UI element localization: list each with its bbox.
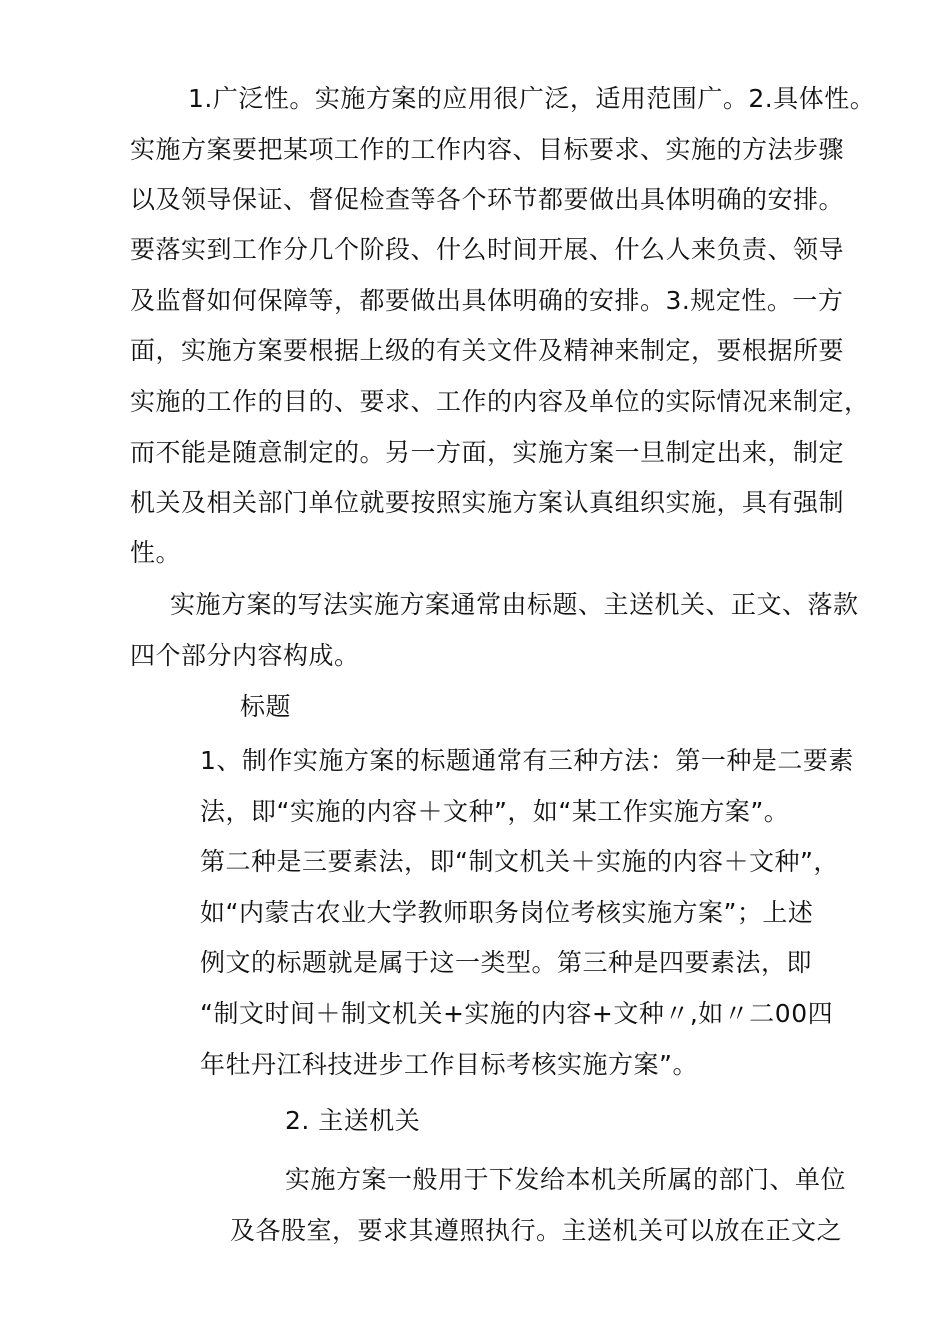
paragraph1-line8: 而不能是随意制定的。另一方面，实施方案一旦制定出来，制定 bbox=[130, 438, 845, 467]
paragraph1-line4: 要落实到工作分几个阶段、什么时间开展、什么人来负责、领导 bbox=[130, 235, 845, 264]
section-heading-title: 标题 bbox=[240, 692, 292, 721]
paragraph1-line3: 以及领导保证、督促检查等各个环节都要做出具体明确的安排。 bbox=[130, 185, 845, 214]
section-heading-main-organ: 2. 主送机关 bbox=[285, 1106, 421, 1135]
paragraph1-line7: 实施的工作的目的、要求、工作的内容及单位的实际情况来制定， bbox=[130, 387, 870, 416]
paragraph4-line2: 及各股室，要求其遵照执行。主送机关可以放在正文之 bbox=[230, 1216, 843, 1245]
paragraph1-line5: 及监督如何保障等，都要做出具体明确的安排。3.规定性。一方 bbox=[130, 286, 844, 315]
paragraph3-line4: 如“内蒙古农业大学教师职务岗位考核实施方案”；上述 bbox=[200, 898, 814, 927]
paragraph2-line1: 实施方案的写法实施方案通常由标题、主送机关、正文、落款 bbox=[170, 590, 859, 619]
paragraph1-line2: 实施方案要把某项工作的工作内容、目标要求、实施的方法步骤 bbox=[130, 135, 845, 164]
paragraph3-line3: 第二种是三要素法，即“制文机关＋实施的内容＋文种”， bbox=[200, 847, 839, 876]
paragraph1-line10: 性。 bbox=[130, 538, 182, 567]
paragraph1-line1: 1.广泛性。实施方案的应用很广泛，适用范围广。2.具体性。 bbox=[188, 84, 876, 113]
paragraph3-line7: 年牡丹江科技进步工作目标考核实施方案”。 bbox=[200, 1050, 698, 1079]
paragraph3-line6: “制文时间＋制文机关+实施的内容+文种〃,如〃二00四 bbox=[200, 999, 834, 1028]
paragraph3-line2: 法，即“实施的内容＋文种”，如“某工作实施方案”。 bbox=[200, 797, 790, 826]
paragraph4-line1: 实施方案一般用于下发给本机关所属的部门、单位 bbox=[285, 1165, 847, 1194]
paragraph1-line6: 面，实施方案要根据上级的有关文件及精神来制定，要根据所要 bbox=[130, 336, 845, 365]
paragraph2-line2: 四个部分内容构成。 bbox=[130, 641, 360, 670]
paragraph3-line1: 1、制作实施方案的标题通常有三种方法：第一种是二要素 bbox=[200, 746, 854, 775]
paragraph1-line9: 机关及相关部门单位就要按照实施方案认真组织实施，具有强制 bbox=[130, 488, 845, 517]
paragraph3-line5: 例文的标题就是属于这一类型。第三种是四要素法，即 bbox=[200, 948, 813, 977]
